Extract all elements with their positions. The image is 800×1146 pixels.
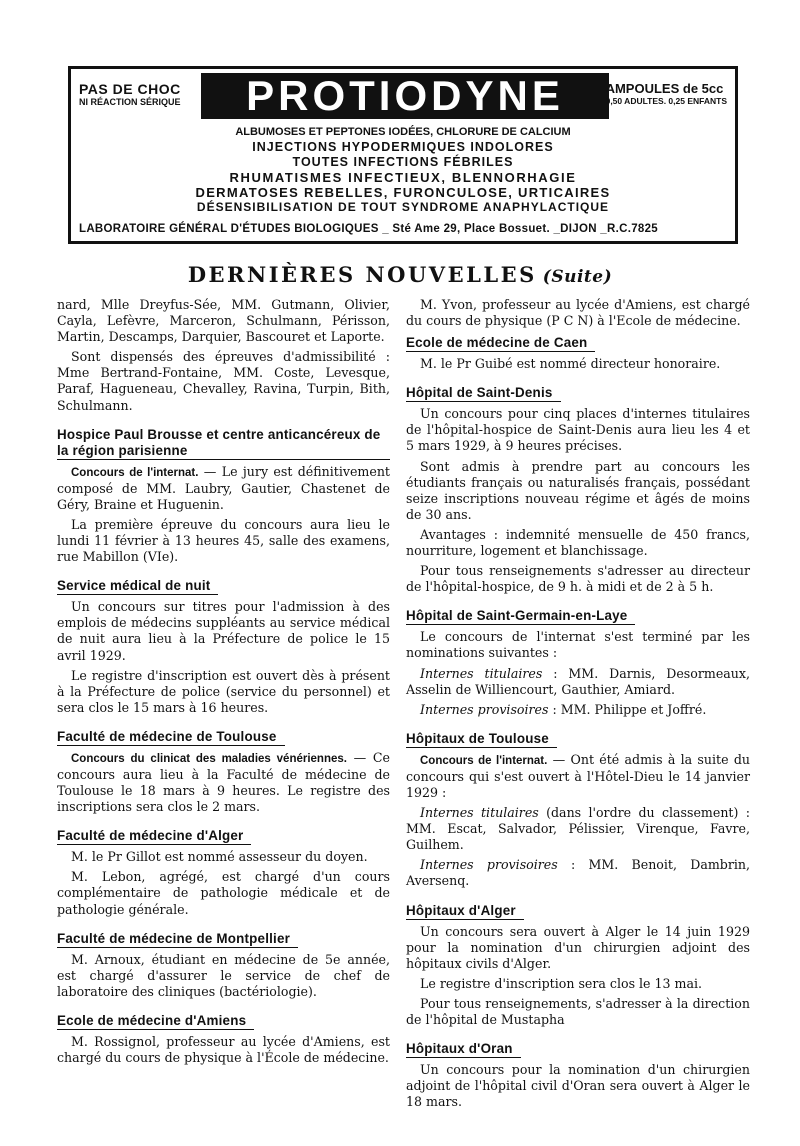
section-heading: Faculté de médecine de Toulouse	[57, 729, 285, 746]
paragraph: Le concours de l'internat s'est terminé par les nominations suivantes :	[406, 629, 750, 661]
section-heading: Hôpitaux d'Oran	[406, 1041, 521, 1058]
ad-line: TOUTES INFECTIONS FÉBRILES	[292, 155, 514, 169]
paragraph	[406, 752, 750, 801]
section-heading: Ecole de médecine d'Amiens	[57, 1013, 254, 1030]
italic-label: Internes provisoires	[420, 701, 549, 717]
paragraph: M. le Pr Gillot est nommé assesseur du doyen.	[71, 849, 368, 865]
section-heading: Service médical de nuit	[57, 578, 218, 595]
section-heading: Hôpitaux de Toulouse	[406, 731, 557, 748]
paragraph	[57, 750, 390, 815]
paragraph	[406, 702, 750, 718]
paragraph	[406, 666, 750, 698]
paragraph: nard, Mlle Dreyfus-Sée, MM. Gutmann, Olivier, Cayla, Lefèvre, Marceron, Schulmann, Périsson, Martin, Descamps, Darquier, Bascouret et Laporte.	[57, 297, 390, 345]
paragraph	[57, 464, 390, 513]
paragraph: Sont admis à prendre part au concours les étudiants français ou naturalisés français, possédant seize inscriptions nouveau régime et âgés de moins de 30 ans.	[406, 458, 750, 522]
paragraph-text: — Ont été admis à la suite du concours qui s'est ouvert à l'Hôtel-Dieu le 14 janvier 1929 :	[406, 751, 750, 800]
section-heading: Faculté de médecine de Montpellier	[57, 931, 298, 948]
italic-label: Internes provisoires	[420, 857, 558, 873]
ad-indications	[71, 125, 735, 215]
paragraph	[406, 857, 750, 889]
paragraph: Pour tous renseignements s'adresser au directeur de l'hôpital-hospice, de 9 h. à midi et de 2 à 5 h.	[406, 563, 750, 595]
paragraph: M. Lebon, agrégé, est chargé d'un cours complémentaire de pathologie médicale et de pathologie générale.	[57, 869, 390, 917]
section-heading: Hôpital de Saint-Germain-en-Laye	[406, 608, 635, 625]
ad-right-block	[606, 81, 727, 106]
paragraph: Le registre d'inscription sera clos le 13 mai.	[420, 975, 703, 991]
paragraph-text: — Le jury est définitivement composé de MM. Laubry, Gautier, Chastenet de Géry, Braine et Huguenin.	[57, 463, 390, 512]
italic-label: Internes titulaires	[420, 805, 539, 821]
subheading: Concours de l'internat.	[71, 466, 199, 479]
paragraph: Un concours pour la nomination d'un chirurgien adjoint de l'hôpital civil d'Oran sera ouvert à Alger le 18 mars.	[406, 1062, 750, 1110]
advertisement-box	[68, 66, 738, 244]
paragraph: M. Arnoux, étudiant en médecine de 5e année, est chargé d'assurer le service de chef de laboratoire des cliniques (bactériologie).	[57, 951, 390, 999]
page-title	[0, 262, 800, 287]
section-heading: Ecole de médecine de Caen	[406, 335, 595, 352]
ad-line: DERMATOSES REBELLES, FURONCULOSE, URTICAIRES	[195, 185, 611, 200]
ad-left-line-1: PAS DE CHOC	[79, 81, 181, 97]
paragraph: Pour tous renseignements, s'adresser à la direction de l'hôpital de Mustapha	[406, 995, 750, 1027]
paragraph-text: : MM. Benoit, Dambrin, Aversenq.	[406, 857, 750, 889]
paragraph: Un concours sur titres pour l'admission à des emplois de médecins suppléants au service médical de nuit aura lieu à la Préfecture de police le 15 avril 1929.	[57, 599, 390, 663]
italic-label: Internes titulaires	[420, 665, 543, 681]
paragraph-text: : MM. Philippe et Joffré.	[548, 701, 707, 717]
ad-line: ALBUMOSES ET PEPTONES IODÉES, CHLORURE DE CALCIUM	[235, 126, 571, 138]
subheading: Concours du clinicat des maladies vénériennes.	[71, 752, 347, 765]
paragraph-text: — Ce concours aura lieu à la Faculté de médecine de Toulouse le 18 mars à 9 heures. Le registre des inscriptions sera clos le 2 mars.	[57, 749, 390, 815]
section-heading: Hospice Paul Brousse et centre anticancéreux de la région parisienne	[57, 427, 390, 460]
paragraph: Un concours sera ouvert à Alger le 14 juin 1929 pour la nomination d'un chirurgien adjoint des hôpitaux civils d'Alger.	[406, 923, 750, 971]
ad-header-row	[71, 69, 735, 125]
paragraph: M. Yvon, professeur au lycée d'Amiens, est chargé du cours de physique (P C N) à l'Ecole de médecine.	[406, 297, 750, 329]
ad-left-block	[79, 81, 181, 107]
paragraph: M. le Pr Guibé est nommé directeur honoraire.	[420, 356, 721, 372]
section-heading: Hôpitaux d'Alger	[406, 903, 524, 920]
ad-right-line-2: 0,50 ADULTES. 0,25 ENFANTS	[605, 96, 727, 106]
ad-line: INJECTIONS HYPODERMIQUES INDOLORES	[252, 140, 554, 154]
paragraph: Avantages : indemnité mensuelle de 450 francs, nourriture, logement et blanchissage.	[406, 526, 750, 559]
page-title-text: DERNIÈRES NOUVELLES	[187, 262, 537, 287]
right-column	[406, 297, 750, 1114]
ad-line: RHUMATISMES INFECTIEUX, BLENNORHAGIE	[229, 170, 577, 185]
ad-right-line-1: AMPOULES de 5cc	[605, 81, 724, 96]
ad-line: DÉSENSIBILISATION DE TOUT SYNDROME ANAPHYLACTIQUE	[196, 200, 610, 214]
subheading: Concours de l'internat.	[420, 754, 548, 767]
section-heading: Faculté de médecine d'Alger	[57, 828, 251, 845]
paragraph-text: (dans l'ordre du classement) : MM. Escat, Salvador, Pélissier, Virenque, Favre, Guilhem.	[406, 805, 750, 853]
left-column	[57, 297, 390, 1070]
page-title-suite: (Suite)	[542, 267, 613, 287]
ad-brand-name: PROTIODYNE	[201, 73, 609, 119]
paragraph-text: : MM. Darnis, Desormeaux, Asselin de Williencourt, Gauthier, Amiard.	[406, 665, 750, 697]
ad-left-line-2: NI RÉACTION SÉRIQUE	[79, 97, 181, 107]
section-heading: Hôpital de Saint-Denis	[406, 385, 561, 402]
ad-laboratory-line: LABORATOIRE GÉNÉRAL D'ÉTUDES BIOLOGIQUES _ Sté Ame 29, Place Bossuet. _DIJON _R.C.7825	[79, 223, 658, 235]
paragraph	[406, 805, 750, 853]
paragraph: Le registre d'inscription est ouvert dès à présent à la Préfecture de police (service du personnel) et sera clos le 15 mars à 16 heures.	[57, 667, 390, 715]
paragraph: Sont dispensés des épreuves d'admissibilité : Mme Bertrand-Fontaine, MM. Coste, Levesque, Paraf, Hagueneau, Chevalley, Ravina, Turpin, Bith, Schulmann.	[57, 349, 390, 413]
paragraph: La première épreuve du concours aura lieu le lundi 11 février à 13 heures 45, salle des examens, rue Mabillon (VIe).	[57, 516, 390, 565]
paragraph: Un concours pour cinq places d'internes titulaires de l'hôpital-hospice de Saint-Denis aura lieu les 4 et 5 mars 1929, à 9 heures précises.	[406, 406, 750, 454]
paragraph: M. Rossignol, professeur au lycée d'Amiens, est chargé du cours de physique à l'École de médecine.	[57, 1033, 390, 1065]
